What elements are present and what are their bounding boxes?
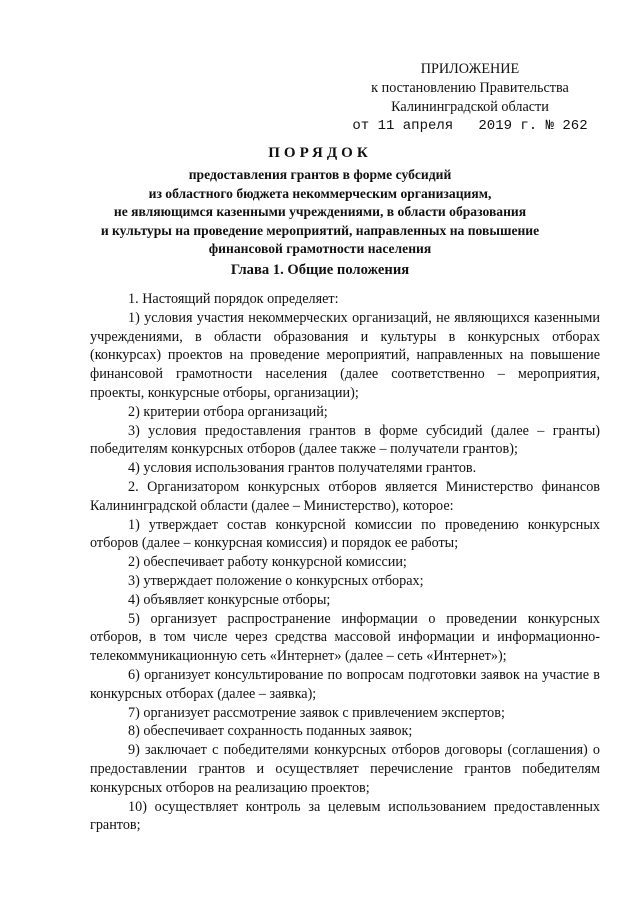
paragraph: 5) организует распространение информации о проведении конкурсных отборов, в том числе через средства массовой информации и информационно-телекоммуникационную сеть «Интернет» (далее – сеть «Интернет»); [90, 610, 600, 665]
paragraph: 8) обеспечивает сохранность поданных заявок; [128, 723, 413, 740]
document-body [90, 290, 600, 835]
appendix-header [340, 60, 600, 136]
paragraph: 7) организует рассмотрение заявок с привлечением экспертов; [128, 704, 505, 721]
paragraph: 9) заключает с победителями конкурсных отборов договоры (соглашения) о предоставлении грантов и осуществляет перечисление грантов победителям конкурсных отборов на реализацию проектов; [90, 742, 600, 796]
paragraph: 4) объявляет конкурсные отборы; [128, 591, 331, 608]
subtitle-line: из областного бюджета некоммерческим организациям, [148, 185, 492, 201]
paragraph: 1) утверждает состав конкурсной комиссии по проведению конкурсных отборов (далее – конкурсная комиссия) и порядок ее работы; [90, 516, 600, 552]
subtitle-line: финансовой грамотности населения [208, 241, 432, 257]
appendix-date-line: от 11 апреля 2019 г. № 262 [352, 118, 588, 134]
paragraph: 2) обеспечивает работу конкурсной комиссии; [128, 554, 407, 571]
paragraph: 2) критерии отбора организаций; [128, 403, 328, 420]
chapter-heading: Глава 1. Общие положения [230, 262, 410, 278]
paragraph: 3) условия предоставления грантов в форме субсидий (далее – гранты) победителям конкурсных отборов (далее также – получатели грантов); [90, 422, 600, 458]
paragraph: 10) осуществляет контроль за целевым использованием предоставленных грантов; [90, 798, 600, 834]
appendix-label: ПРИЛОЖЕНИЕ [420, 61, 520, 77]
paragraph: 2. Организатором конкурсных отборов является Министерство финансов Калининградской области (далее – Министерство), которое: [90, 478, 600, 514]
paragraph: 4) условия использования грантов получателями грантов. [128, 460, 477, 477]
paragraph: 6) организует консультирование по вопросам подготовки заявок на участие в конкурсных отборах (далее – заявка); [90, 666, 600, 702]
paragraph: 1) условия участия некоммерческих организаций, не являющихся казенными учреждениями, в области образования и культуры в конкурсных отборах (конкурсах) проектов на проведение мероприятий, направленных на повышение финансовой грамотности населения (далее соответственно – мероприятия, проекты, конкурсные отборы, организации); [90, 309, 600, 401]
paragraph: 1. Настоящий порядок определяет: [128, 291, 339, 307]
appendix-region-line: Калининградской области [391, 99, 549, 115]
appendix-decree-line: к постановлению Правительства [371, 80, 569, 96]
document-subtitle [80, 166, 560, 259]
subtitle-line: и культуры на проведение мероприятий, направленных на повышение [100, 222, 540, 238]
document-title: ПОРЯДОК [268, 145, 372, 161]
paragraph: 3) утверждает положение о конкурсных отборах; [128, 572, 424, 589]
subtitle-line: предоставления грантов в форме субсидий [188, 167, 452, 182]
subtitle-line: не являющимся казенными учреждениями, в области образования [113, 204, 527, 220]
